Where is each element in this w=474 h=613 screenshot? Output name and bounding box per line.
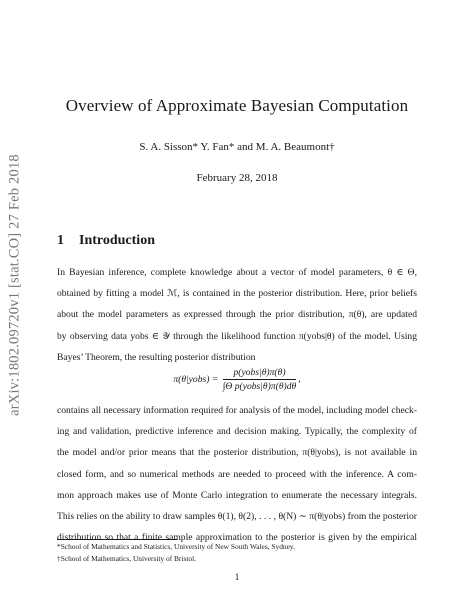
footnote-affiliation-2: †School of Mathematics, University of Bristol. <box>57 554 196 563</box>
paper-title: Overview of Approximate Bayesian Computation <box>65 96 409 115</box>
author-list: S. A. Sisson* Y. Fan* and M. A. Beaumont† <box>139 141 335 153</box>
equation-denominator: ∫Θ p(yobs|θ)π(θ)dθ <box>222 381 297 392</box>
posterior-equation <box>0 367 474 392</box>
paragraph-line: obtained by fitting a model ℳ, is contained in the posterior distribution. Here, prior beliefs <box>57 288 417 300</box>
equation-trailing: , <box>298 373 301 385</box>
paragraph-line: Bayes’ Theorem, the resulting posterior distribution <box>57 351 256 363</box>
paragraph-line: In Bayesian inference, complete knowledge about a vector of model parameters, θ ∈ Θ, <box>57 267 417 278</box>
paragraph-line: the model and/or prior means that the posterior distribution, π(θ|yobs), is not available in <box>57 447 417 459</box>
footnote-affiliation-1: *School of Mathematics and Statistics, University of New South Wales, Sydney. <box>57 542 295 551</box>
section-heading <box>57 233 155 249</box>
paragraph-line: closed form, and so numerical methods are needed to proceed with the inference. A com- <box>57 468 417 480</box>
paragraph-continuation <box>57 400 417 548</box>
paragraph-line: contains all necessary information required for analysis of the model, including model check- <box>57 405 417 416</box>
paragraph-line: distribution so that a finite sample approximation to the posterior is given by the empirical <box>57 532 417 544</box>
arxiv-identifier-text: arXiv:1802.09720v1 [stat.CO] 27 Feb 2018 <box>6 154 23 416</box>
equation-fraction <box>223 367 297 392</box>
paper-date: February 28, 2018 <box>196 172 278 184</box>
paragraph-intro <box>57 262 417 368</box>
paragraph-line: about the model parameters as expressed through the prior distribution, π(θ), are updated <box>57 309 417 321</box>
equation-numerator: p(yobs|θ)π(θ) <box>223 367 297 380</box>
section-number: 1 <box>57 233 64 248</box>
paragraph-line: by observing data yobs ∈ 𝒴 through the likelihood function π(yobs|θ) of the model. Using <box>57 330 417 342</box>
paragraph-line: ing and validation, predictive inference and decision making. Typically, the complexity of <box>57 426 417 438</box>
footnote-divider <box>57 539 177 540</box>
paragraph-line: This relies on the ability to draw samples θ(1), θ(2), . . . , θ(N) ∼ π(θ|yobs) from the posterior <box>57 511 417 523</box>
section-title: Introduction <box>79 233 155 248</box>
equation-lhs: π(θ|yobs) = <box>173 374 219 385</box>
paragraph-line: mon approach makes use of Monte Carlo integration to enumerate the necessary integrals. <box>57 489 417 501</box>
page-number: 1 <box>234 572 240 583</box>
